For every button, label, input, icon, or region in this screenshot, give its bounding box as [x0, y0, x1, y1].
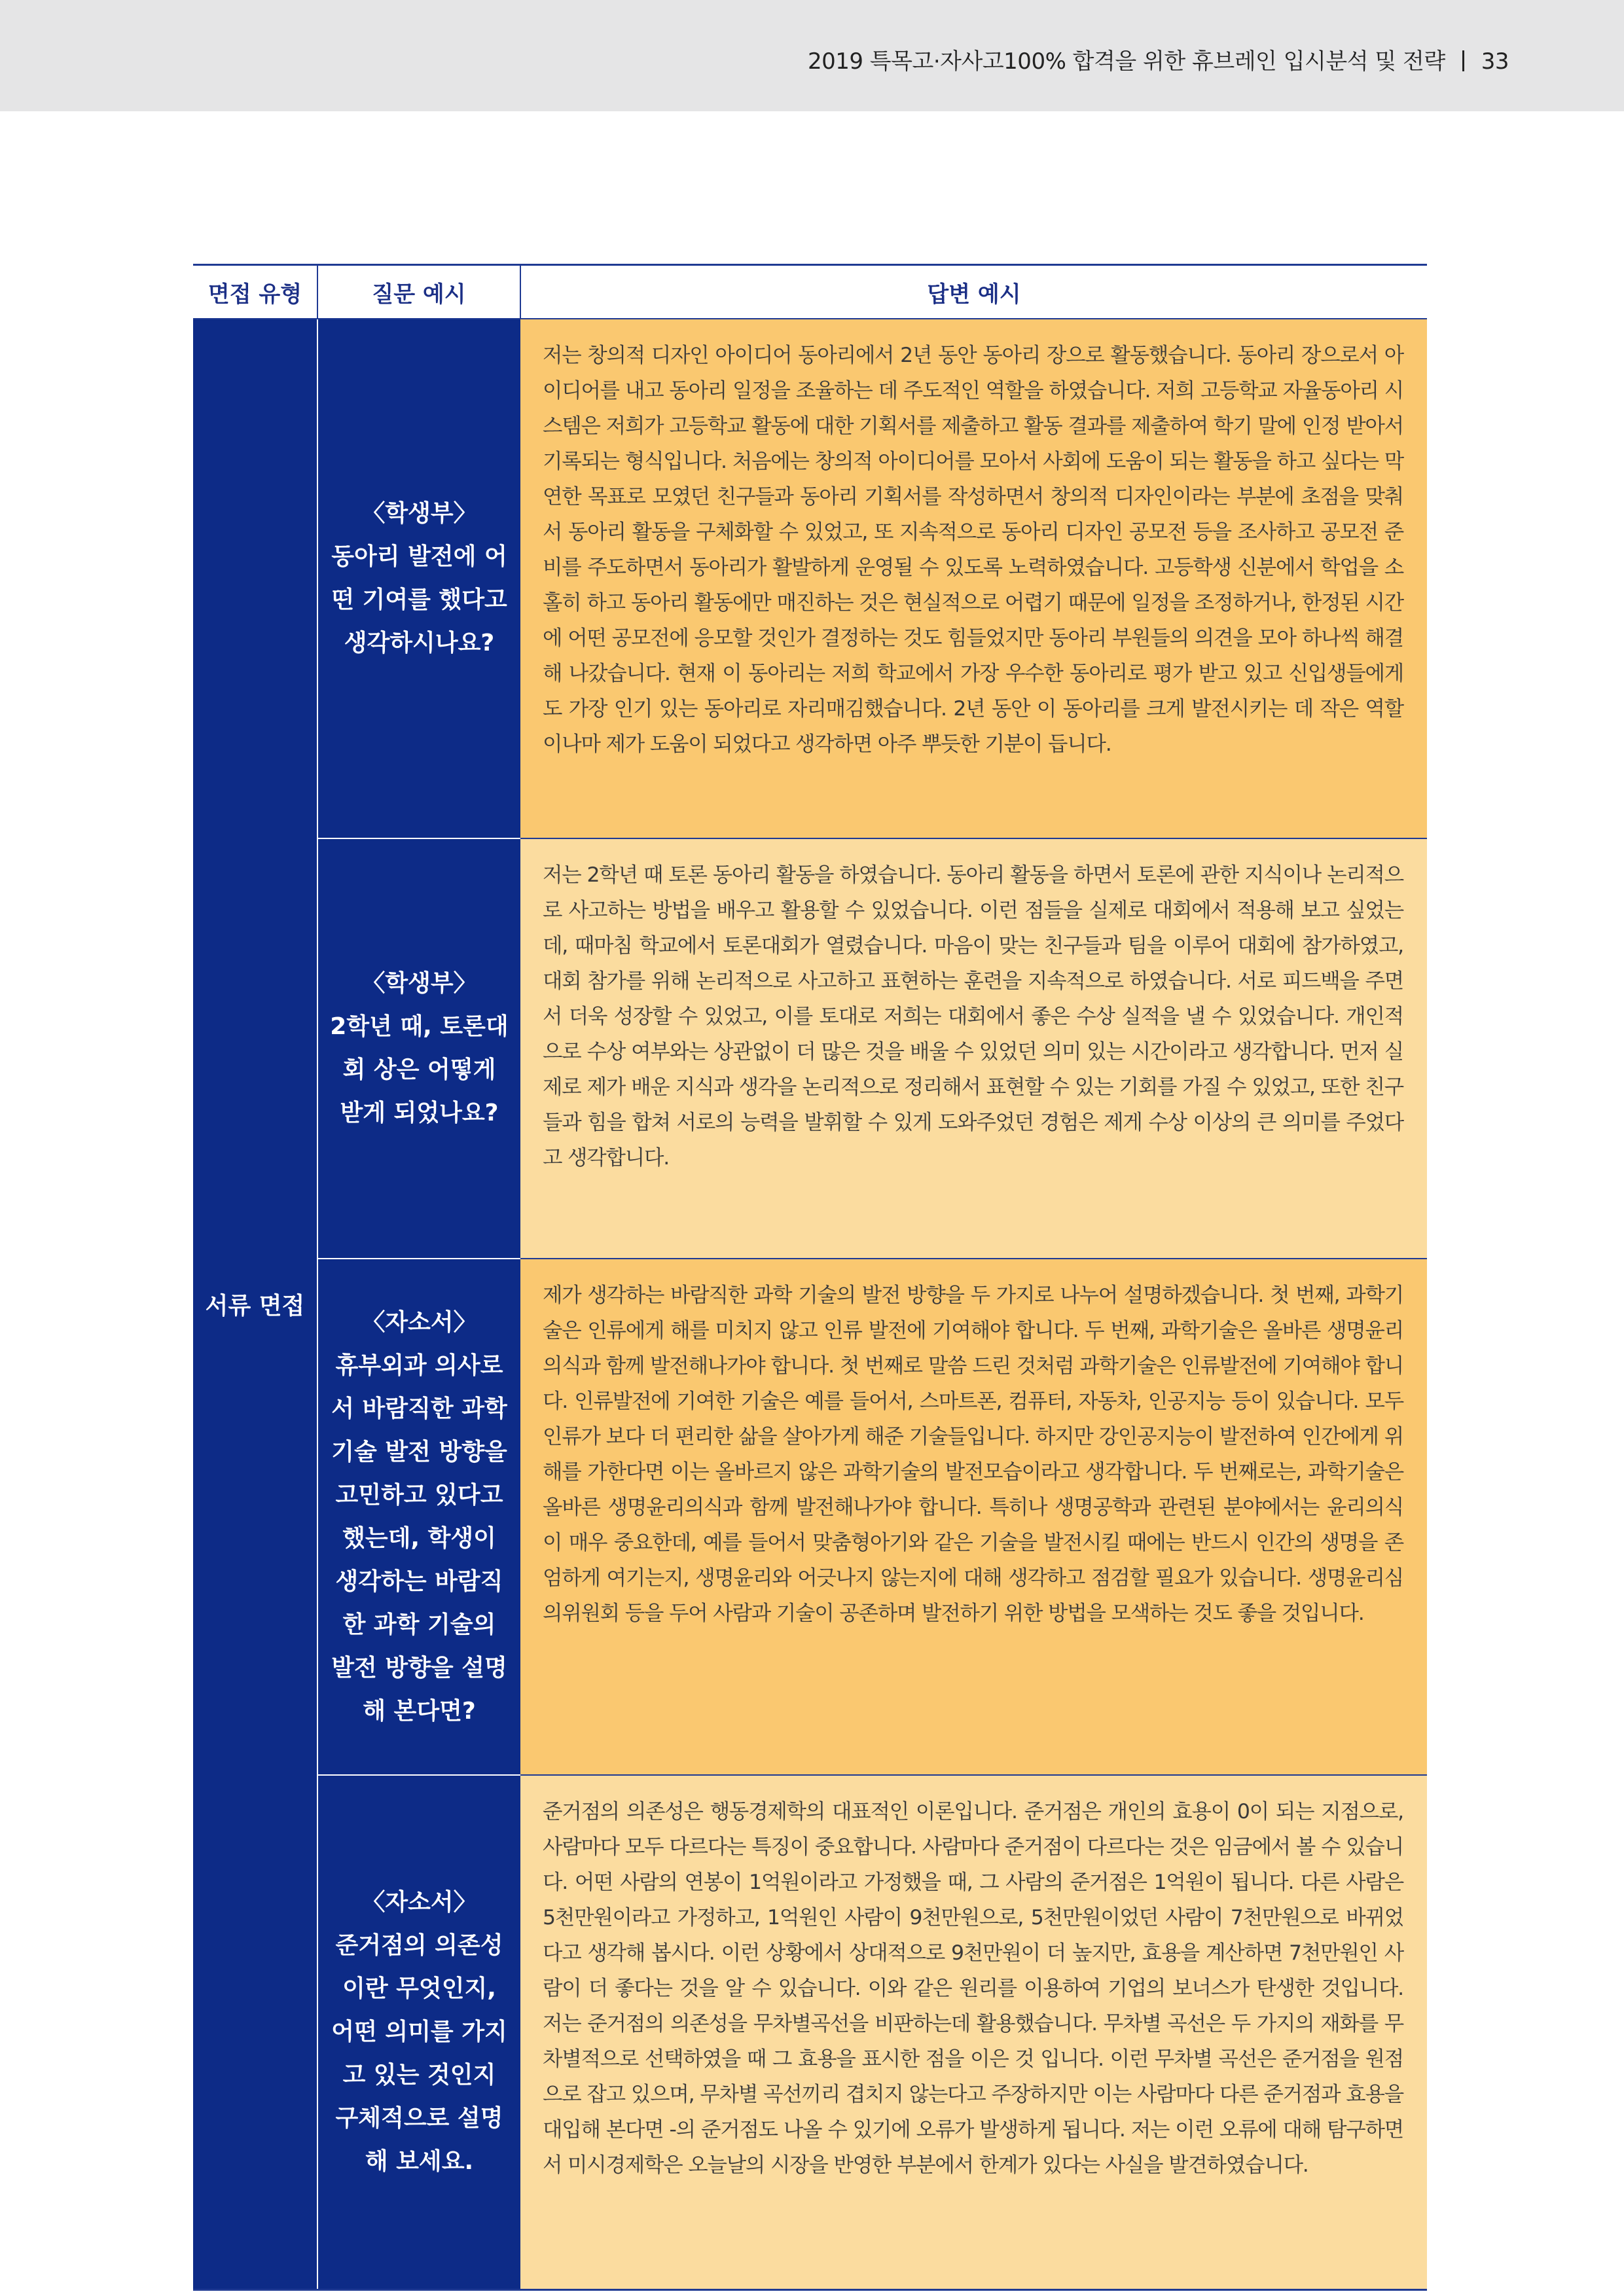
question-source: 〈학생부〉 — [361, 970, 477, 997]
question-cell — [317, 838, 520, 1259]
question-source: 〈자소서〉 — [361, 1889, 477, 1916]
table-header-row — [193, 265, 1427, 319]
column-header-type: 면접 유형 — [193, 265, 317, 319]
question-source: 〈자소서〉 — [361, 1308, 477, 1336]
question-text: 준거점의 의존성이란 무엇인지, 어떤 의미를 가지고 있는 것인지 구체적으로 설명해 보세요. — [331, 1932, 507, 2175]
interview-table — [193, 264, 1427, 2291]
column-header-question: 질문 예시 — [317, 265, 520, 319]
page-number: 33 — [1481, 48, 1509, 75]
table-row — [193, 1775, 1427, 2290]
question-text: 휴부외과 의사로서 바람직한 과학기술 발전 방향을 고민하고 있다고 했는데, 학생이 생각하는 바람직한 과학 기술의 발전 방향을 설명해 본다면? — [331, 1352, 507, 1725]
question-text: 2학년 때, 토론대회 상은 어떻게 받게 되었나요? — [330, 1013, 509, 1126]
header-divider — [1462, 50, 1464, 71]
question-cell — [317, 1259, 520, 1775]
question-cell — [317, 319, 520, 838]
answer-cell: 제가 생각하는 바람직한 과학 기술의 발전 방향을 두 가지로 나누어 설명하겠습니다. 첫 번째, 과학기술은 인류에게 해를 미치지 않고 인류 발전에 기여해야 합니다. 두 번째, 과학기술은 올바른 생명윤리의식과 함께 발전해나가야 합니다. 첫 번째로 말씀 드린 것처럼 과학기술은 인류발전에 기여해야 합니다. 인류발전에 기여한 기술은 예를 들어서, 스마트폰, 컴퓨터, 자동차, 인공지능 등이 있습니다. 모두 인류가 보다 더 편리한 삶을 살아가게 해준 기술들입니다. 하지만 강인공지능이 발전하여 인간에게 위해를 가한다면 이는 올바르지 않은 과학기술의 발전모습이라고 생각합니다. 두 번째로는, 과학기술은 올바른 생명윤리의식과 함께 발전해나가야 합니다. 특히나 생명공학과 관련된 분야에서는 윤리의식이 매우 중요한데, 예를 들어서 맞춤형아기와 같은 기술을 발전시킬 때에는 반드시 인간의 생명을 존엄하게 여기는지, 생명윤리와 어긋나지 않는지에 대해 생각하고 점검할 필요가 있습니다. 생명윤리심의위원회 등을 두어 사람과 기술이 공존하며 발전하기 위한 방법을 모색하는 것도 좋을 것입니다. — [520, 1259, 1427, 1775]
column-header-answer: 답변 예시 — [520, 265, 1427, 319]
answer-cell: 저는 창의적 디자인 아이디어 동아리에서 2년 동안 동아리 장으로 활동했습니다. 동아리 장으로서 아이디어를 내고 동아리 일정을 조율하는 데 주도적인 역할을 하였습니다. 저희 고등학교 자율동아리 시스템은 저희가 고등학교 활동에 대한 기획서를 제출하고 활동 결과를 제출하여 학기 말에 인정 받아서 기록되는 형식입니다. 처음에는 창의적 아이디어를 모아서 사회에 도움이 되는 활동을 하고 싶다는 막연한 목표로 모였던 친구들과 동아리 기획서를 작성하면서 창의적 디자인이라는 부분에 초점을 맞춰서 동아리 활동을 구체화할 수 있었고, 또 지속적으로 동아리 디자인 공모전 등을 조사하고 공모전 준비를 주도하면서 동아리가 활발하게 운영될 수 있도록 노력하였습니다. 고등학생 신분에서 학업을 소홀히 하고 동아리 활동에만 매진하는 것은 현실적으로 어렵기 때문에 일정을 조정하거나, 한정된 시간에 어떤 공모전에 응모할 것인가 결정하는 것도 힘들었지만 동아리 부원들의 의견을 모아 하나씩 해결해 나갔습니다. 현재 이 동아리는 저희 학교에서 가장 우수한 동아리로 평가 받고 있고 신입생들에게도 가장 인기 있는 동아리로 자리매김했습니다. 2년 동안 이 동아리를 크게 발전시키는 데 작은 역할이나마 제가 도움이 되었다고 생각하면 아주 뿌듯한 기분이 듭니다. — [520, 319, 1427, 838]
question-text: 동아리 발전에 어떤 기여를 했다고 생각하시나요? — [331, 543, 507, 656]
question-source: 〈학생부〉 — [361, 500, 477, 527]
answer-cell: 준거점의 의존성은 행동경제학의 대표적인 이론입니다. 준거점은 개인의 효용이 0이 되는 지점으로, 사람마다 모두 다르다는 특징이 중요합니다. 사람마다 준거점이 다르다는 것은 임금에서 볼 수 있습니다. 어떤 사람의 연봉이 1억원이라고 가정했을 때, 그 사람의 준거점은 1억원이 됩니다. 다른 사람은 5천만원이라고 가정하고, 1억원인 사람이 9천만원으로, 5천만원이었던 사람이 7천만원으로 바뀌었다고 생각해 봅시다. 이런 상황에서 상대적으로 9천만원이 더 높지만, 효용을 계산하면 7천만원인 사람이 더 좋다는 것을 알 수 있습니다. 이와 같은 원리를 이용하여 기업의 보너스가 탄생한 것입니다. 저는 준거점의 의존성을 무차별곡선을 비판하는데 활용했습니다. 무차별 곡선은 두 가지의 재화를 무차별적으로 선택하였을 때 그 효용을 표시한 점을 이은 것 입니다. 이런 무차별 곡선은 준거점을 원점으로 잡고 있으며, 무차별 곡선끼리 겹치지 않는다고 주장하지만 이는 사람마다 다른 준거점과 효용을 대입해 본다면 -의 준거점도 나올 수 있기에 오류가 발생하게 됩니다. 저는 이런 오류에 대해 탐구하면서 미시경제학은 오늘날의 시장을 반영한 부분에서 한계가 있다는 사실을 발견하였습니다. — [520, 1775, 1427, 2290]
answer-cell: 저는 2학년 때 토론 동아리 활동을 하였습니다. 동아리 활동을 하면서 토론에 관한 지식이나 논리적으로 사고하는 방법을 배우고 활용할 수 있었습니다. 이런 점들을 실제로 대회에서 적용해 보고 싶었는데, 때마침 학교에서 토론대회가 열렸습니다. 마음이 맞는 친구들과 팀을 이루어 대회에 참가하였고, 대회 참가를 위해 논리적으로 사고하고 표현하는 훈련을 지속적으로 하였습니다. 서로 피드백을 주면서 더욱 성장할 수 있었고, 이를 토대로 저희는 대회에서 좋은 수상 실적을 낼 수 있었습니다. 개인적으로 수상 여부와는 상관없이 더 많은 것을 배울 수 있었던 의미 있는 시간이라고 생각합니다. 먼저 실제로 제가 배운 지식과 생각을 논리적으로 정리해서 표현할 수 있는 기회를 가질 수 있었고, 또한 친구들과 힘을 합쳐 서로의 능력을 발휘할 수 있게 도와주었던 경험은 제게 수상 이상의 큰 의미를 주었다고 생각합니다. — [520, 838, 1427, 1259]
table-row — [193, 838, 1427, 1259]
interview-type-cell: 서류 면접 — [193, 319, 317, 2290]
table-row — [193, 1259, 1427, 1775]
question-cell — [317, 1775, 520, 2290]
table-row — [193, 319, 1427, 838]
running-title: 2019 특목고·자사고100% 합격을 위한 휴브레인 입시분석 및 전략 — [807, 48, 1445, 75]
running-header — [808, 43, 1509, 75]
